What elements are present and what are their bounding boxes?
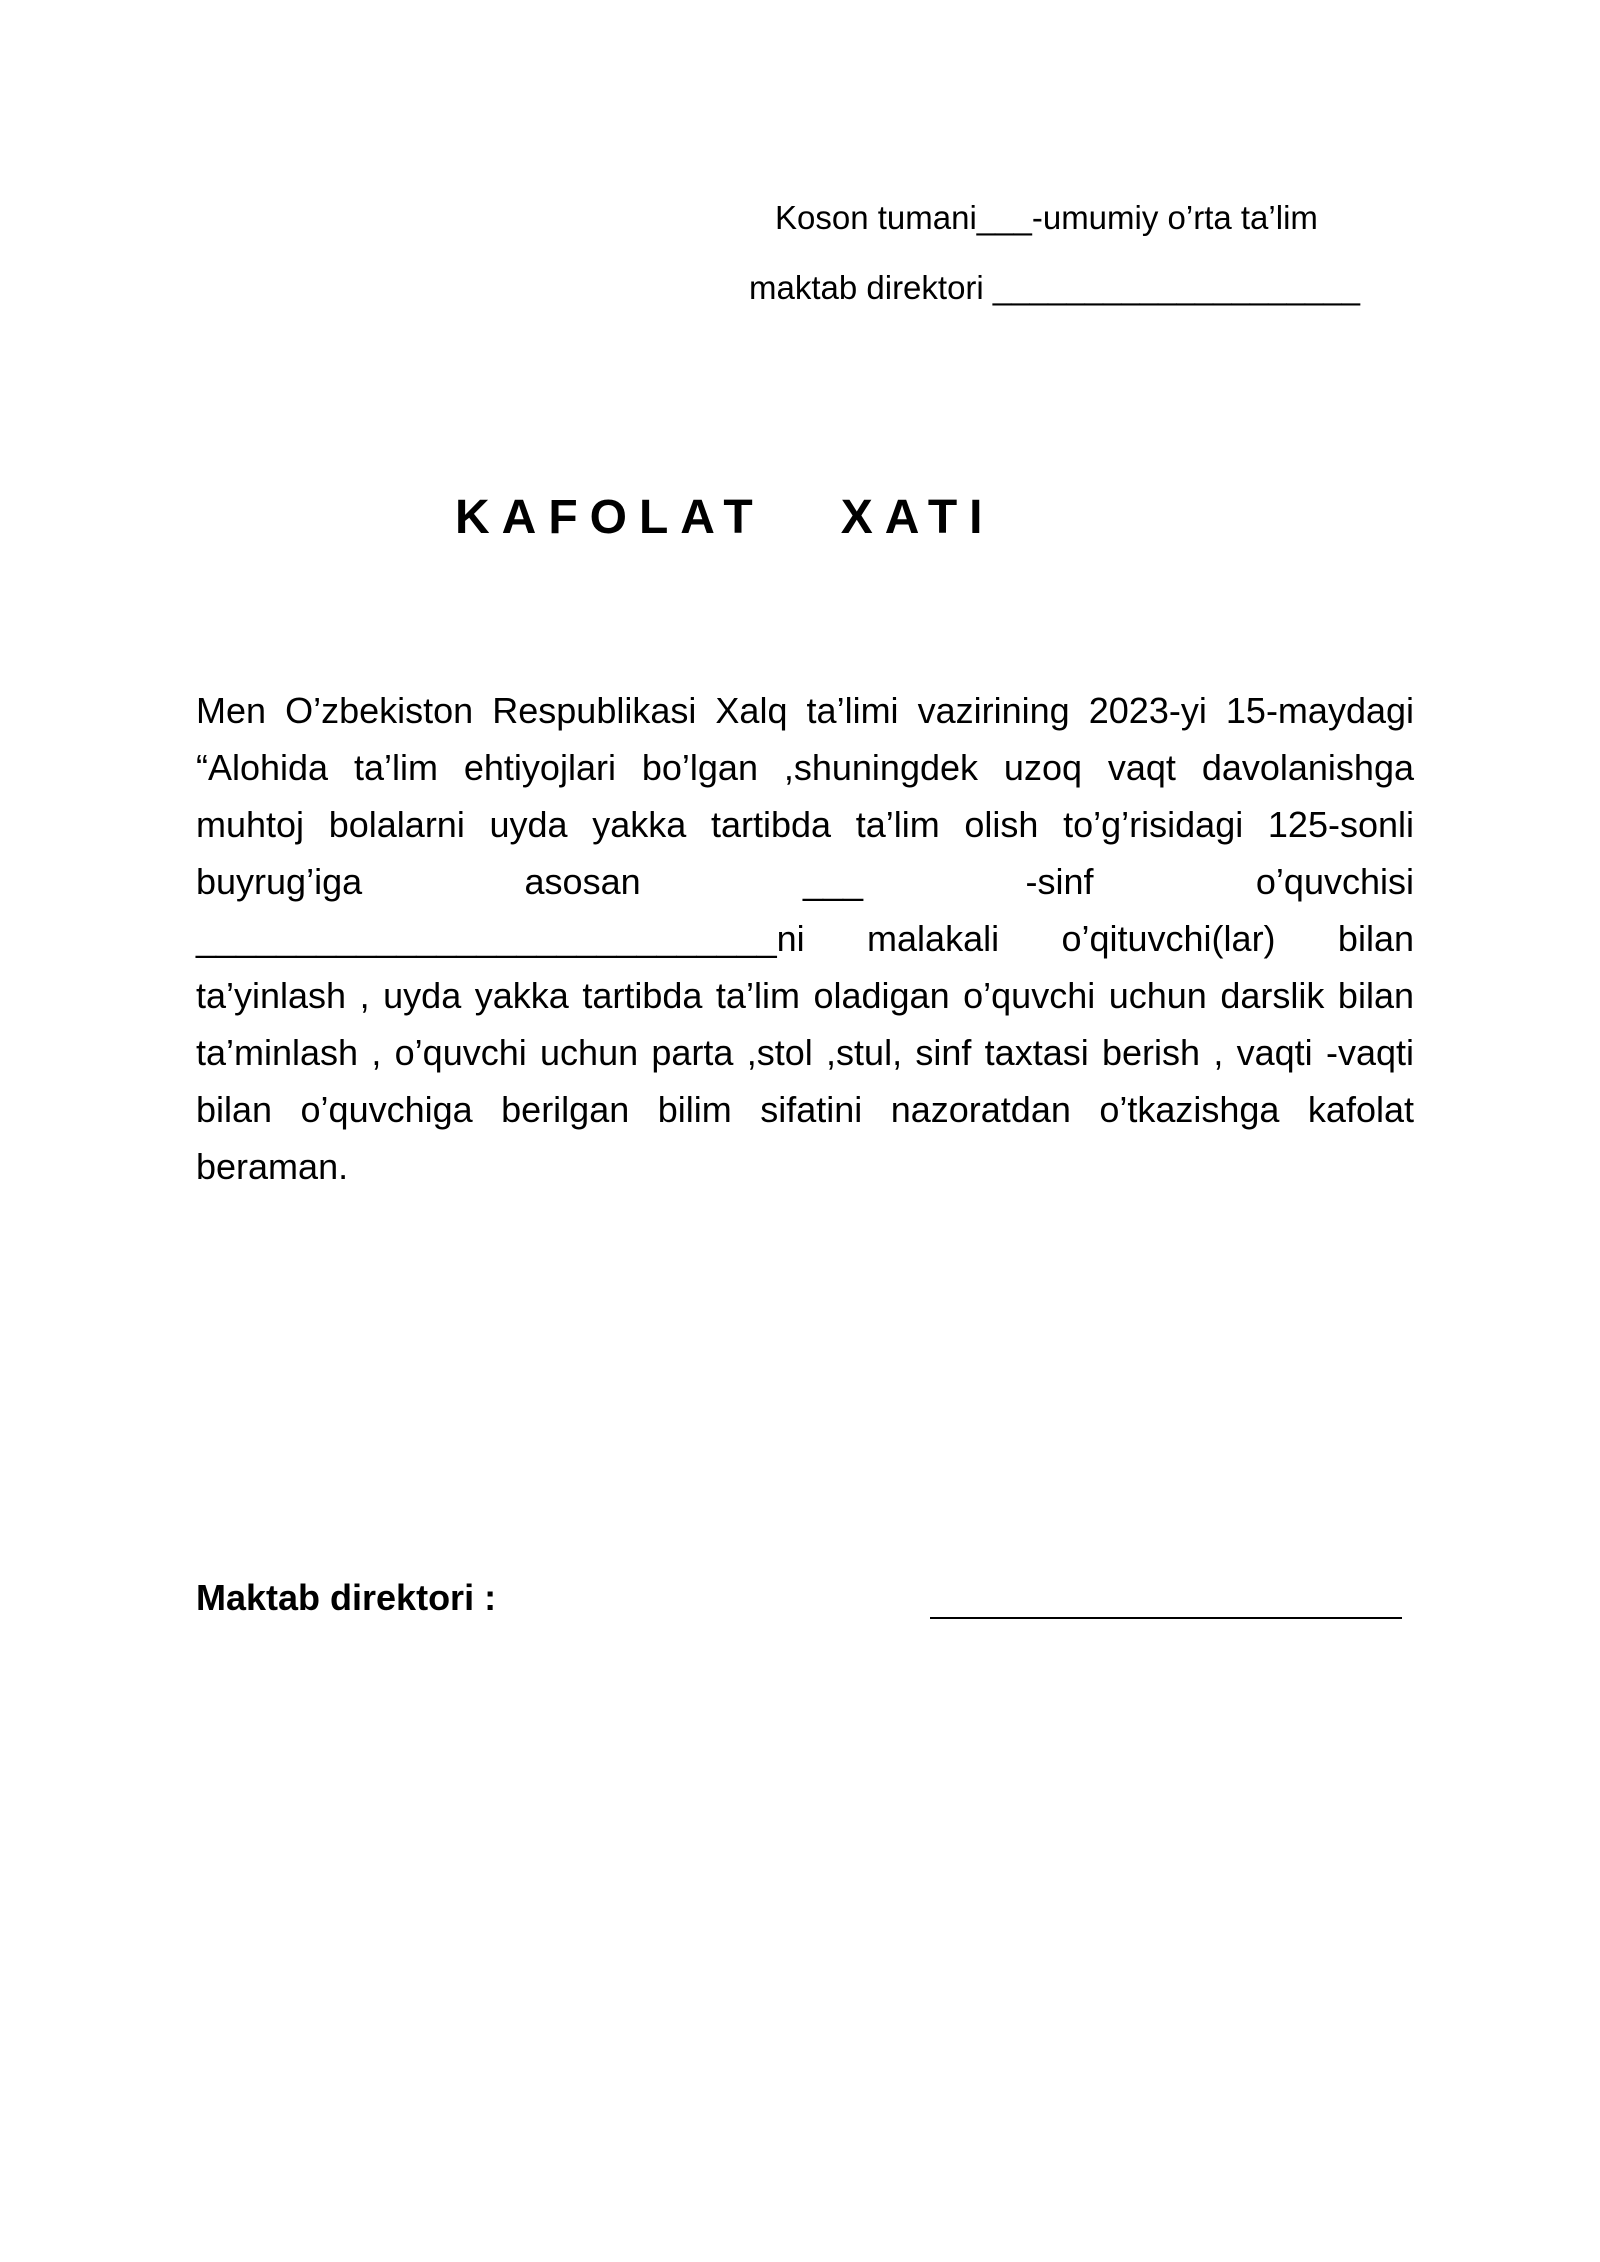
- header-director-line: maktab direktori ____________________: [749, 269, 1360, 306]
- header-school-line: Koson tumani___-umumiy o’rta ta’lim: [775, 199, 1318, 236]
- document-title: KAFOLAT XATI: [455, 491, 995, 544]
- signature-label: Maktab direktori :: [196, 1577, 497, 1618]
- signature-line: [930, 1617, 1402, 1619]
- document-body: Men O’zbekiston Respublikasi Xalq ta’limi vazirining 2023-yi 15-maydagi “Alohida ta’lim ehtiyojlari bo’lgan ,shuningdek uzoq vaqt davolanishga muhtoj bolalarni uyda yakka tartibda ta’lim olish to’g’risidagi 125-sonli buyrug’iga asosan ___ -sinf o’quvchisi _____________________________ni malakali o’qituvchi(lar) bilan ta’yinlash , uyda yakka tartibda ta’lim oladigan o’quvchi uchun darslik bilan ta’minlash , o’quvchi uchun parta ,stol ,stul, sinf taxtasi berish , vaqti -vaqti bilan o’quvchiga berilgan bilim sifatini nazoratdan o’tkazishga kafolat beraman.: [196, 690, 1414, 1187]
